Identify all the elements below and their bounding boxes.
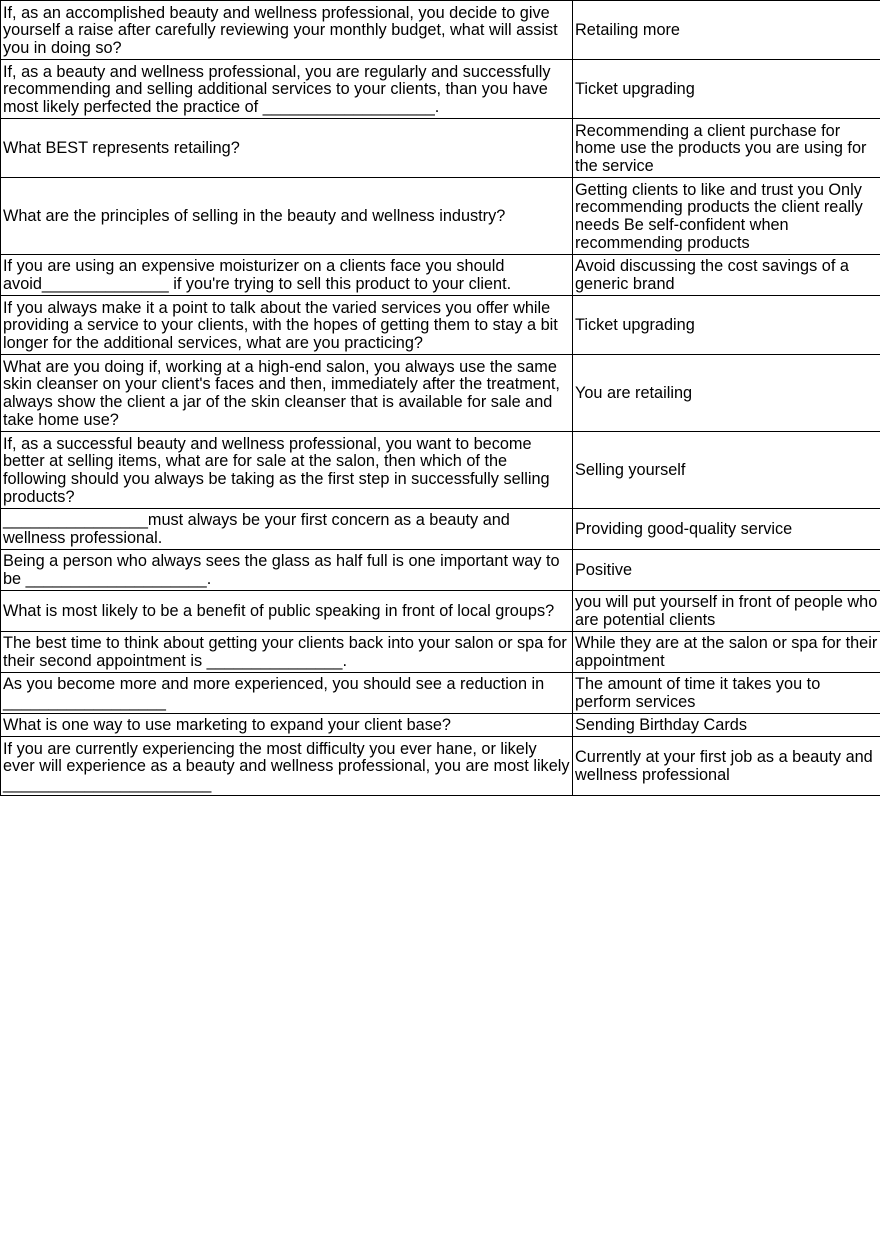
answer-cell: You are retailing [573,355,880,432]
answer-cell: Sending Birthday Cards [573,714,880,737]
question-cell: What are you doing if, working at a high-end salon, you always use the same skin cleanser on your client's faces and then, immediately after the treatment, always show the client a jar of the skin cleanser that is available for sale and take home use? [1,355,573,432]
answer-cell: Selling yourself [573,432,880,509]
question-cell: If, as a beauty and wellness professional, you are regularly and successfully recommending and selling additional services to your clients, than you have most likely perfected the practice of ___________________. [1,60,573,119]
table-row [1,632,880,673]
table-row [1,432,880,509]
question-cell: If you are currently experiencing the most difficulty you ever hane, or likely ever will experience as a beauty and wellness professional, you are most likely _______________________ [1,737,573,796]
table-row [1,296,880,355]
question-cell: If you always make it a point to talk about the varied services you offer while providing a service to your clients, with the hopes of getting them to stay a bit longer for the additional services, what are you practicing? [1,296,573,355]
question-cell: ________________must always be your first concern as a beauty and wellness professional. [1,509,573,550]
answer-cell: Ticket upgrading [573,296,880,355]
question-cell: What are the principles of selling in the beauty and wellness industry? [1,178,573,255]
answer-cell: The amount of time it takes you to perform services [573,673,880,714]
answer-cell: Avoid discussing the cost savings of a generic brand [573,255,880,296]
answer-cell: Currently at your first job as a beauty and wellness professional [573,737,880,796]
question-cell: What is one way to use marketing to expand your client base? [1,714,573,737]
table-row [1,355,880,432]
answer-cell: Providing good-quality service [573,509,880,550]
answer-cell: Ticket upgrading [573,60,880,119]
question-cell: If, as a successful beauty and wellness professional, you want to become better at selling items, what are for sale at the salon, then which of the following should you always be taking as the first step in successfully selling products? [1,432,573,509]
question-cell: Being a person who always sees the glass as half full is one important way to be ____________________. [1,550,573,591]
table-row [1,673,880,714]
answer-cell: you will put yourself in front of people who are potential clients [573,591,880,632]
table-row [1,60,880,119]
question-cell: What is most likely to be a benefit of public speaking in front of local groups? [1,591,573,632]
answer-cell: While they are at the salon or spa for their appointment [573,632,880,673]
answer-cell: Positive [573,550,880,591]
answer-cell: Recommending a client purchase for home use the products you are using for the service [573,119,880,178]
table-row [1,591,880,632]
question-cell: What BEST represents retailing? [1,119,573,178]
table-row [1,509,880,550]
table-row [1,255,880,296]
table-row [1,119,880,178]
question-cell: As you become more and more experienced, you should see a reduction in __________________ [1,673,573,714]
table-row [1,550,880,591]
table-row [1,178,880,255]
question-cell: The best time to think about getting your clients back into your salon or spa for their second appointment is _______________. [1,632,573,673]
answer-cell: Retailing more [573,1,880,60]
table-row [1,737,880,796]
answer-cell: Getting clients to like and trust you Only recommending products the client really needs Be self-confident when recommending products [573,178,880,255]
table-row [1,714,880,737]
question-cell: If, as an accomplished beauty and wellness professional, you decide to give yourself a raise after carefully reviewing your monthly budget, what will assist you in doing so? [1,1,573,60]
question-cell: If you are using an expensive moisturizer on a clients face you should avoid______________ if you're trying to sell this product to your client. [1,255,573,296]
table-row [1,1,880,60]
